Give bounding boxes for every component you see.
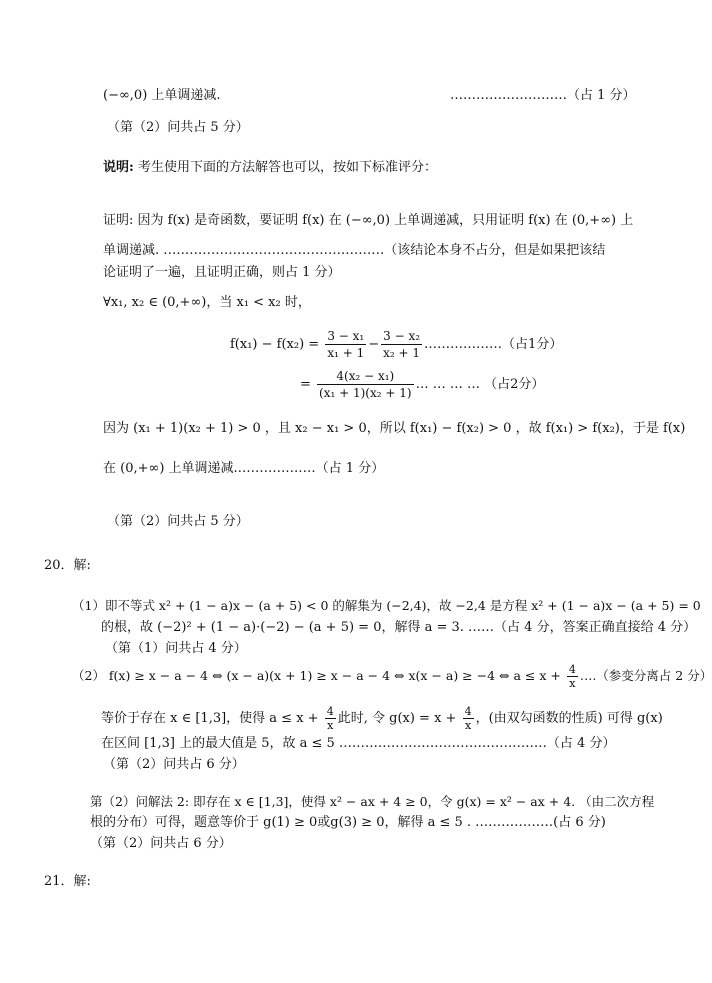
proof-line-4: ∀x₁, x₂ ∈ (0,+∞)，当 x₁ < x₂ 时， xyxy=(103,295,311,310)
answer-1-line-2: 的根，故 (−2)² + (1 − a)·(−2) − (a + 5) = 0，解得 a = 3. ……（占 4 分，答案正确直接给 4 分） xyxy=(101,620,697,635)
subtotal-line: （第（2）问共占 5 分） xyxy=(107,120,249,135)
subtotal-line-2: （第（2）问共占 5 分） xyxy=(107,514,249,529)
answer-2-line-2-fraction-1 xyxy=(325,705,336,732)
eq1-fraction-1 xyxy=(325,328,366,361)
eq1-num-1: 3 − x₁ xyxy=(327,329,365,343)
frac-num: 4 xyxy=(326,705,334,718)
equation-2 xyxy=(300,368,544,402)
question-21-heading: 21．解: xyxy=(44,874,91,889)
score-note: ………………………（占 1 分） xyxy=(450,88,636,103)
answer-2-line-2-fraction-2 xyxy=(463,705,474,732)
answer-2-line-2-text-b: 此时, 令 g(x) = x + xyxy=(337,711,457,726)
frac-num: 4 xyxy=(568,663,576,676)
answer-2-score: ….（参变分离占 2 分） xyxy=(579,668,712,683)
note-head: 说明: xyxy=(103,160,134,175)
frac-num: 4 xyxy=(464,705,472,718)
question-20-heading: 20．解: xyxy=(44,558,91,573)
method-2-line-2: 根的分布）可得，题意等价于 g(1) ≥ 0或g(3) ≥ 0，解得 a ≤ 5 . ………………(占 6 分) xyxy=(90,815,606,830)
frac-den: x xyxy=(464,719,472,732)
eq1-num-2: 3 − x₂ xyxy=(383,329,421,343)
eq2-den: (x₁ + 1)(x₂ + 1) xyxy=(319,386,412,400)
proof-line-3: 论证明了一遍，且证明正确，则占 1 分） xyxy=(103,265,341,280)
line-1-math: (−∞,0) 上单调递减. xyxy=(103,88,221,103)
eq1-den-1: x₁ + 1 xyxy=(327,346,365,360)
proof-line-1: 证明: 因为 f(x) 是奇函数，要证明 f(x) 在 (−∞,0) 上单调递减，只用证明 f(x) 在 (0,+∞) 上 xyxy=(103,213,634,228)
eq2-score: … … … … （占2分） xyxy=(415,377,545,392)
answer-2-subtotal: （第（2）问共占 6 分） xyxy=(103,757,245,772)
eq2-fraction xyxy=(317,368,414,401)
eq2-lhs: = xyxy=(300,377,311,392)
proof-line-2: 单调递减. ……………………………………………（该结论本身不占分，但是如果把该结 xyxy=(103,243,606,258)
proof-line-5: 因为 (x₁ + 1)(x₂ + 1) > 0 ，且 x₂ − x₁ > 0，所以 f(x₁) − f(x₂) > 0 ，故 f(x₁) > f(x₂)，于是 f(x) xyxy=(103,421,686,436)
eq2-num: 4(x₂ − x₁) xyxy=(317,368,414,385)
answer-2-line-1-text: （2） f(x) ≥ x − a − 4 ⇔ (x − a)(x + 1) ≥ x − a − 4 ⇔ x(x − a) ≥ −4 ⇔ a ≤ x + xyxy=(72,668,561,683)
note-text: 考生使用下面的方法解答也可以，按如下标准评分： xyxy=(137,160,437,175)
note-line xyxy=(103,158,437,178)
method-2-subtotal: （第（2）问共占 6 分） xyxy=(90,836,232,851)
frac-den: x xyxy=(569,677,576,690)
answer-2-fraction xyxy=(567,663,578,690)
eq1-fraction-2 xyxy=(381,328,422,361)
answer-1-subtotal: （第（1）问共占 4 分） xyxy=(105,641,247,656)
proof-line-6: 在 (0,+∞) 上单调递减.………………（占 1 分） xyxy=(103,461,385,476)
answer-2-line-3: 在区间 [1,3] 上的最大值是 5，故 a ≤ 5 …………………………………………（占 4 分） xyxy=(101,736,616,751)
eq1-lhs: f(x₁) − f(x₂) = xyxy=(230,337,320,352)
eq1-den-2: x₂ + 1 xyxy=(383,346,421,360)
answer-1-line-1: （1）即不等式 x² + (1 − a)x − (a + 5) < 0 的解集为 (−2,4)，故 −2,4 是方程 x² + (1 − a)x − (a + 5) = 0 xyxy=(72,598,701,613)
equation-1: f(x₁) − f(x₂) = $\frac{\text{3 − x₁}}{\text{x₁ + 1}}$ − $\frac{\text{3 − x₂}}{\text{x₂ + 1}}$ ………………（占1分） xyxy=(230,329,563,360)
answer-2-line-2 xyxy=(101,703,663,735)
answer-2-line-2-text-a: 等价于存在 x ∈ [1,3]，使得 a ≤ x + xyxy=(101,711,319,726)
line-1 xyxy=(103,86,221,106)
method-2-line-1: 第（2）问解法 2: 即存在 x ∈ [1,3]，使得 x² − ax + 4 ≥ 0，令 g(x) = x² − ax + 4. （由二次方程 xyxy=(90,794,655,809)
frac-den: x xyxy=(327,719,334,732)
line-1-score xyxy=(450,86,636,106)
answer-2-line-2-text-c: ，(由双勾函数的性质) 可得 g(x) xyxy=(475,711,663,726)
answer-2-line-1 xyxy=(72,660,712,692)
eq1-score: ………………（占1分） xyxy=(424,337,563,352)
